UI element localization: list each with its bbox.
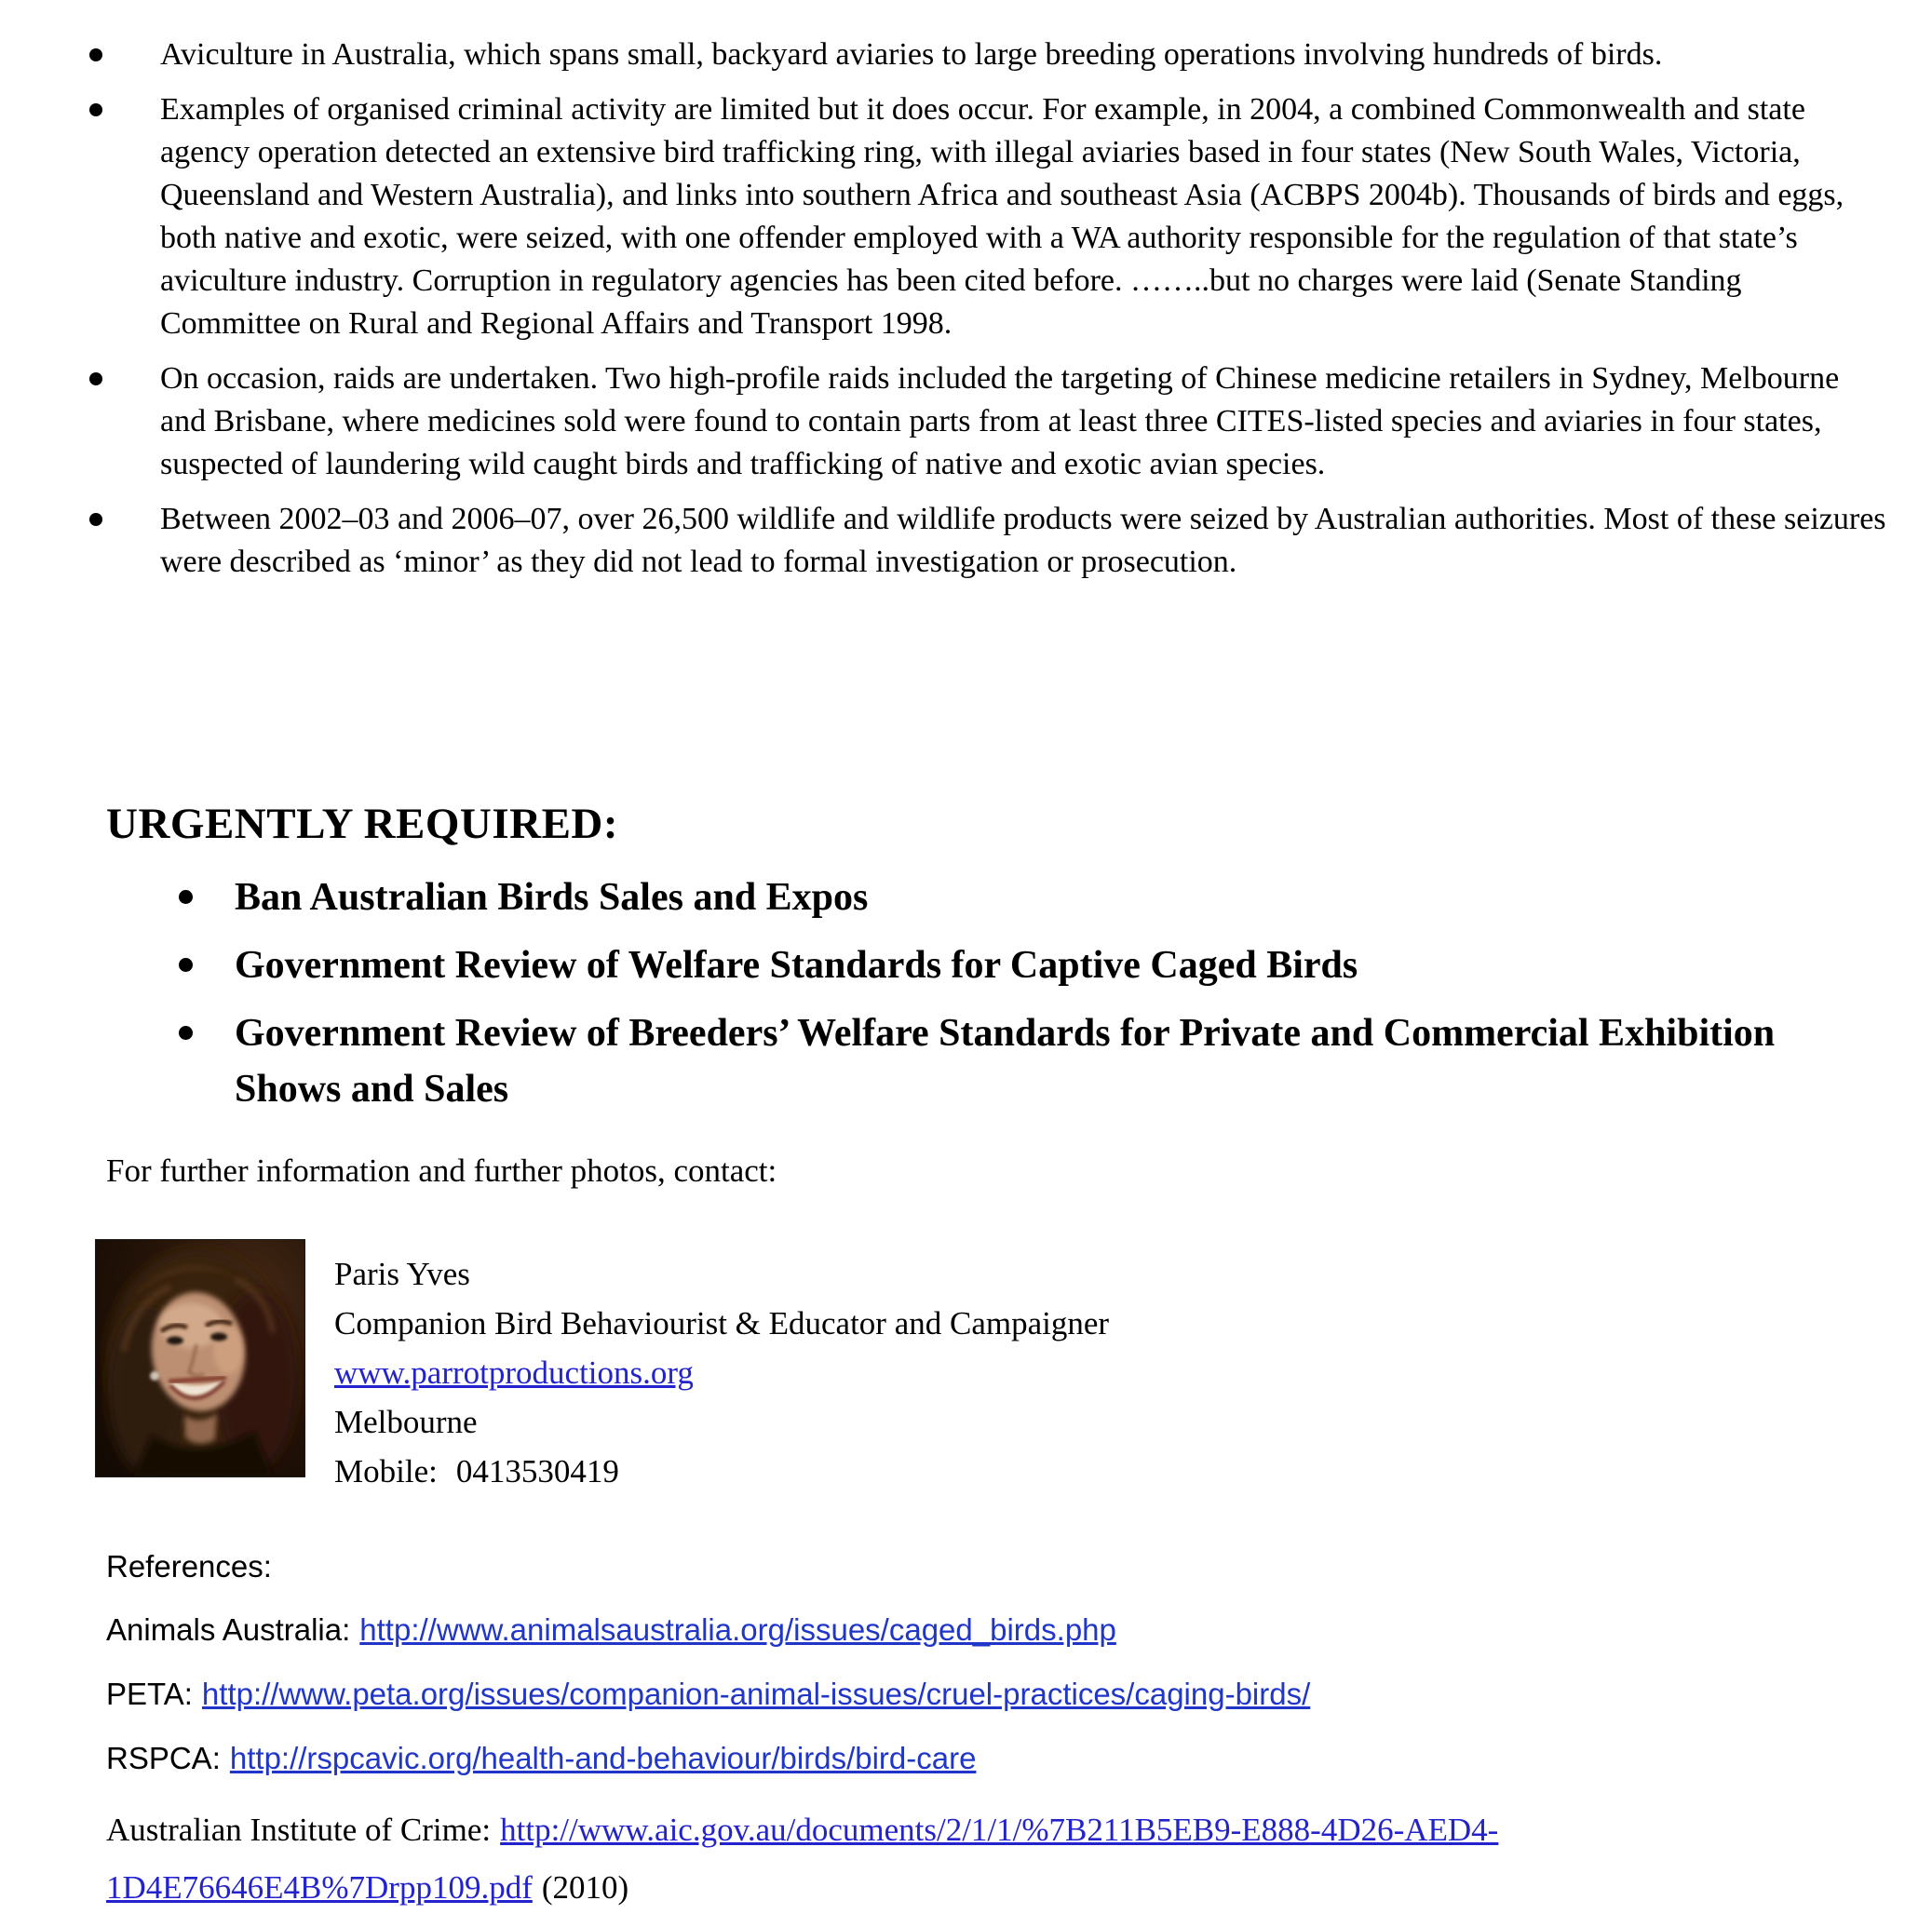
reference-link[interactable]: http://www.aic.gov.au/documents/2/1/1/%7B211B5EB9-E888-4D26-AED4-1D4E76646E4B%7Drpp109.pdf <box>106 1812 1499 1906</box>
reference-item <box>106 1673 1824 1716</box>
contact-block <box>96 1240 1109 1496</box>
urgent-item-text: Ban Australian Birds Sales and Expos <box>235 876 869 919</box>
bullet-icon <box>89 513 102 526</box>
reference-link[interactable]: http://www.peta.org/issues/companion-animal-issues/cruel-practices/caging-birds/ <box>201 1677 1311 1711</box>
reference-link[interactable]: http://rspcavic.org/health-and-behaviour/birds/bird-care <box>229 1741 977 1775</box>
contact-name: Paris Yves <box>334 1256 470 1292</box>
reference-item <box>106 1609 1824 1651</box>
reference-item <box>106 1801 1824 1914</box>
reference-label: Australian Institute of Crime: <box>106 1812 492 1848</box>
bullet-icon <box>89 103 102 116</box>
urgent-item <box>0 1005 1853 1117</box>
bullet-icon <box>179 890 193 904</box>
contact-city: Melbourne <box>334 1404 478 1440</box>
urgently-required-list <box>0 869 1853 1129</box>
bullet-item <box>0 498 1911 584</box>
references-section <box>106 1545 1824 1914</box>
urgently-required-heading: URGENTLY REQUIRED: <box>106 800 619 848</box>
portrait-illustration <box>96 1240 304 1476</box>
bullet-text: Aviculture in Australia, which spans small, backyard aviaries to large breeding operations involving hundreds of birds. <box>160 37 1663 72</box>
bullet-item <box>0 88 1911 345</box>
reference-label: RSPCA: <box>106 1741 221 1775</box>
intro-bullet-list <box>0 34 1911 596</box>
contact-photo <box>96 1240 304 1476</box>
reference-item <box>106 1737 1824 1780</box>
mobile-number: 0413530419 <box>455 1453 619 1489</box>
urgent-item-text: Government Review of Welfare Standards for Captive Caged Birds <box>235 944 1358 987</box>
contact-intro: For further information and further photos, contact: <box>106 1152 777 1189</box>
bullet-icon <box>89 372 102 385</box>
reference-suffix: (2010) <box>541 1869 629 1906</box>
bullet-text: Between 2002–03 and 2006–07, over 26,500 wildlife and wildlife products were seized by Australian authorities. Most of these seizures were described as ‘minor’ as they did not lead to formal investigation or prosecution. <box>160 502 1886 579</box>
urgent-item <box>0 937 1853 993</box>
contact-details <box>334 1240 1109 1496</box>
contact-role: Companion Bird Behaviourist & Educator and Campaigner <box>334 1305 1110 1341</box>
reference-label: PETA: <box>106 1677 193 1711</box>
contact-mobile <box>334 1447 1109 1496</box>
bullet-item <box>0 357 1911 486</box>
reference-label: Animals Australia: <box>106 1612 351 1647</box>
references-heading: References: <box>106 1549 272 1584</box>
urgent-item-text: Government Review of Breeders’ Welfare Standards for Private and Commercial Exhibition Shows and Sales <box>235 1012 1776 1111</box>
reference-link[interactable]: http://www.animalsaustralia.org/issues/caged_birds.php <box>359 1612 1116 1647</box>
bullet-icon <box>179 958 193 972</box>
urgent-item <box>0 869 1853 925</box>
mobile-label: Mobile: <box>334 1453 438 1489</box>
bullet-text: On occasion, raids are undertaken. Two high-profile raids included the targeting of Chinese medicine retailers in Sydney, Melbourne and Brisbane, where medicines sold were found to contain parts from at least three CITES-listed species and aviaries in four states, suspected of laundering wild caught birds and trafficking of native and exotic avian species. <box>160 361 1840 481</box>
website-link[interactable]: www.parrotproductions.org <box>334 1355 694 1391</box>
bullet-icon <box>89 48 102 61</box>
bullet-item <box>0 34 1911 76</box>
bullet-icon <box>179 1026 193 1040</box>
bullet-text: Examples of organised criminal activity are limited but it does occur. For example, in 2004, a combined Commonwealth and state agency operation detected an extensive bird trafficking ring, with illegal aviaries based in four states (New South Wales, Victoria, Queensland and Western Australia), and links into southern Africa and southeast Asia (ACBPS 2004b). Thousands of birds and eggs, both native and exotic, were seized, with one offender employed with a WA authority responsible for the regulation of that state’s aviculture industry. Corruption in regulatory agencies has been cited before. ……..but no charges were laid (Senate Standing Committee on Rural and Regional Affairs and Transport 1998. <box>160 92 1844 341</box>
